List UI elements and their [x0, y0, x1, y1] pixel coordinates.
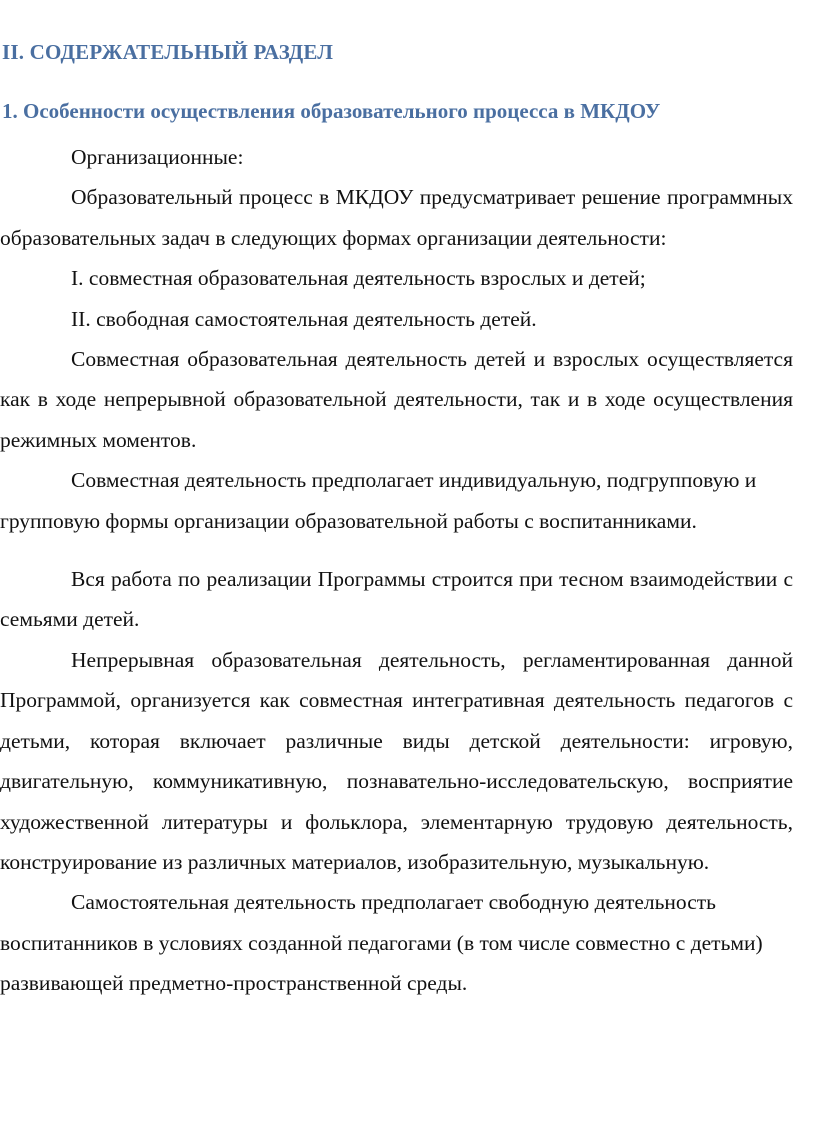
paragraph-forms: Образовательный процесс в МКДОУ предусматривает решение программных образовательных задач в следующих формах организации деятельности: [0, 185, 793, 250]
paragraph-independent-activity: Самостоятельная деятельность предполагает свободную деятельность воспитанников в условиях созданной педагогами (в том числе совместно с детьми) развивающей предметно-пространственной среды. [0, 890, 763, 996]
body-text [0, 137, 793, 1004]
section-title: II. СОДЕРЖАТЕЛЬНЫЙ РАЗДЕЛ [2, 40, 334, 64]
paragraph-family: Вся работа по реализации Программы строится при тесном взаимодействии с семьями детей. [0, 567, 793, 632]
paragraph-joint-forms: Совместная деятельность предполагает индивидуальную, подгрупповую и групповую формы организации образовательной работы с воспитанниками. [0, 468, 757, 533]
paragraph-continuous-activity: Непрерывная образовательная деятельность, регламентированная данной Программой, организуется как совместная интегративная деятельность педагогов с детьми, которая включает различные виды детской деятельности: игровую, двигательную, коммуникативную, познавательно-исследовательскую, восприятие художественной литературы и фольклора, элементарную трудовую деятельность, конструирование из различных материалов, изобразительную, музыкальную. [0, 647, 793, 874]
paragraph-list-item-1: I. совместная образовательная деятельность взрослых и детей; [71, 266, 646, 291]
paragraph-list-item-2: II. свободная самостоятельная деятельность детей. [71, 306, 537, 331]
paragraph-joint-activity: Совместная образовательная деятельность детей и взрослых осуществляется как в ходе непрерывной образовательной деятельности, так и в ходе осуществления режимных моментов. [0, 347, 793, 452]
paragraph-organizational: Организационные: [71, 145, 244, 169]
subsection-title: 1. Особенности осуществления образовательного процесса в МКДОУ [2, 99, 661, 123]
